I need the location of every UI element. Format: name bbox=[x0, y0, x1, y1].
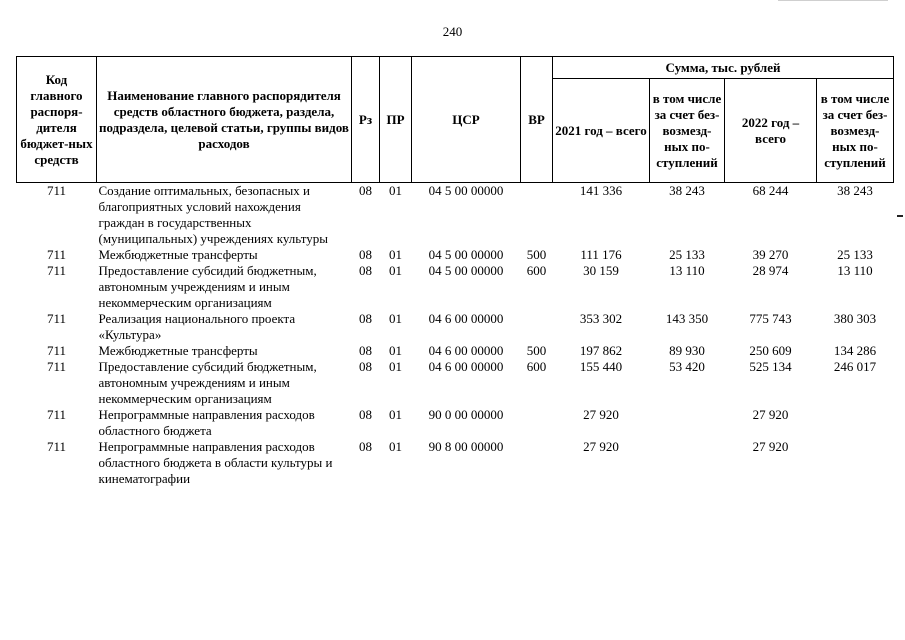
cell-2021-total: 197 862 bbox=[579, 343, 623, 358]
cell-2021-free: 143 350 bbox=[665, 311, 709, 326]
cell-2021-total: 30 159 bbox=[583, 263, 619, 278]
cell-vr bbox=[521, 311, 553, 343]
cell-vr: 600 bbox=[526, 263, 547, 278]
table-row bbox=[17, 343, 894, 359]
header-2021-total: 2021 год – всего bbox=[553, 79, 650, 183]
cell-rz: 08 bbox=[359, 311, 372, 326]
cell-pr: 01 bbox=[389, 439, 402, 454]
cell-2022-total: 39 270 bbox=[752, 247, 789, 262]
cell-2021-total: 111 176 bbox=[580, 247, 622, 262]
cell-vr: 500 bbox=[526, 343, 547, 358]
cell-vr bbox=[521, 439, 553, 487]
cell-2021-total: 155 440 bbox=[579, 359, 623, 374]
cell-name: Предоставление субсидий бюджетным, автономным учреждениям и иным некоммерческим организациям bbox=[98, 263, 317, 310]
cell-vr: 600 bbox=[526, 359, 547, 374]
cell-rz: 08 bbox=[359, 439, 372, 454]
table-body bbox=[17, 183, 894, 488]
header-name: Наименование главного распорядителя средств областного бюджета, раздела, подраздела, целевой статьи, группы видов расходов bbox=[97, 57, 352, 183]
table-row bbox=[17, 311, 894, 343]
cell-2022-free: 13 110 bbox=[837, 263, 873, 278]
cell-2022-free: 38 243 bbox=[837, 183, 873, 198]
cell-code: 711 bbox=[46, 183, 67, 198]
cell-2022-free: 25 133 bbox=[837, 247, 873, 262]
cell-2021-total: 141 336 bbox=[579, 183, 623, 198]
cell-2021-free: 53 420 bbox=[669, 359, 705, 374]
cell-name: Непрограммные направления расходов областного бюджета bbox=[98, 407, 315, 438]
table-row bbox=[17, 263, 894, 311]
cell-rz: 08 bbox=[359, 247, 372, 262]
cell-csr: 04 5 00 00000 bbox=[428, 263, 504, 278]
cell-rz: 08 bbox=[359, 263, 372, 278]
cell-name: Межбюджетные трансферты bbox=[98, 343, 258, 358]
cell-2021-free bbox=[650, 407, 725, 439]
cell-pr: 01 bbox=[389, 359, 402, 374]
cell-vr: 500 bbox=[526, 247, 547, 262]
table-row bbox=[17, 359, 894, 407]
cell-pr: 01 bbox=[389, 407, 402, 422]
cell-name: Межбюджетные трансферты bbox=[98, 247, 258, 262]
cell-2022-free bbox=[817, 439, 894, 487]
table-header bbox=[17, 57, 894, 183]
cell-pr: 01 bbox=[389, 183, 402, 198]
cell-2021-free: 89 930 bbox=[669, 343, 705, 358]
cell-2022-free: 246 017 bbox=[833, 359, 877, 374]
table-row bbox=[17, 183, 894, 248]
scan-artifact-top bbox=[778, 0, 888, 3]
cell-csr: 04 6 00 00000 bbox=[428, 343, 504, 358]
cell-name: Предоставление субсидий бюджетным, автономным учреждениям и иным некоммерческим организациям bbox=[98, 359, 317, 406]
page-number: 240 bbox=[442, 24, 463, 39]
header-csr: ЦСР bbox=[412, 57, 521, 183]
cell-csr: 04 5 00 00000 bbox=[428, 183, 504, 198]
cell-pr: 01 bbox=[389, 263, 402, 278]
cell-2022-free bbox=[817, 407, 894, 439]
cell-2021-free bbox=[650, 439, 725, 487]
header-pr: ПР bbox=[380, 57, 412, 183]
cell-2021-total: 27 920 bbox=[583, 407, 619, 422]
cell-vr bbox=[521, 407, 553, 439]
cell-2022-total: 250 609 bbox=[749, 343, 792, 358]
header-sum-group: Сумма, тыс. рублей bbox=[553, 57, 894, 79]
cell-2022-total: 28 974 bbox=[752, 263, 789, 278]
cell-vr bbox=[521, 183, 553, 248]
cell-code: 711 bbox=[46, 359, 67, 374]
cell-pr: 01 bbox=[389, 343, 402, 358]
cell-rz: 08 bbox=[359, 407, 372, 422]
cell-2022-total: 775 743 bbox=[749, 311, 792, 326]
header-code: Код главного распоря-дителя бюджет-ных средств bbox=[17, 57, 97, 183]
cell-rz: 08 bbox=[359, 183, 372, 198]
header-2022-free: в том числе за счет без-возмезд-ных по-ступлений bbox=[817, 79, 894, 183]
table-row bbox=[17, 439, 894, 487]
header-rz: Рз bbox=[352, 57, 380, 183]
cell-2022-total: 27 920 bbox=[752, 439, 789, 454]
cell-2022-total: 27 920 bbox=[752, 407, 789, 422]
cell-2022-total: 525 134 bbox=[749, 359, 792, 374]
table-row bbox=[17, 407, 894, 439]
cell-code: 711 bbox=[46, 311, 67, 326]
cell-2022-free: 134 286 bbox=[833, 343, 877, 358]
cell-code: 711 bbox=[46, 263, 67, 278]
cell-csr: 04 6 00 00000 bbox=[428, 311, 504, 326]
budget-table bbox=[16, 56, 894, 487]
cell-rz: 08 bbox=[359, 343, 372, 358]
cell-2021-free: 38 243 bbox=[669, 183, 705, 198]
cell-csr: 90 8 00 00000 bbox=[428, 439, 504, 454]
cell-pr: 01 bbox=[389, 311, 402, 326]
cell-code: 711 bbox=[46, 407, 67, 422]
cell-2021-total: 27 920 bbox=[583, 439, 619, 454]
cell-csr: 04 5 00 00000 bbox=[428, 247, 504, 262]
cell-name: Непрограммные направления расходов областного бюджета в области культуры и кинематографии bbox=[98, 439, 333, 486]
cell-2021-free: 13 110 bbox=[669, 263, 705, 278]
cell-code: 711 bbox=[46, 439, 67, 454]
table-row bbox=[17, 247, 894, 263]
cell-csr: 90 0 00 00000 bbox=[428, 407, 504, 422]
cell-rz: 08 bbox=[359, 359, 372, 374]
cell-2021-free: 25 133 bbox=[669, 247, 705, 262]
cell-name: Создание оптимальных, безопасных и благоприятных условий нахождения граждан в государственных (муниципальных) учреждениях культуры bbox=[98, 183, 328, 246]
cell-code: 711 bbox=[46, 343, 67, 358]
cell-pr: 01 bbox=[389, 247, 402, 262]
header-2021-free: в том числе за счет без-возмезд-ных по-ступлений bbox=[650, 79, 725, 183]
cell-2022-free: 380 303 bbox=[833, 311, 877, 326]
cell-code: 711 bbox=[46, 247, 67, 262]
scan-artifact-side bbox=[897, 215, 903, 217]
cell-csr: 04 6 00 00000 bbox=[428, 359, 504, 374]
cell-name: Реализация национального проекта «Культура» bbox=[98, 311, 296, 342]
cell-2022-total: 68 244 bbox=[752, 183, 789, 198]
cell-2021-total: 353 302 bbox=[579, 311, 623, 326]
header-2022-total: 2022 год – всего bbox=[725, 79, 817, 183]
header-vr: ВР bbox=[521, 57, 553, 183]
